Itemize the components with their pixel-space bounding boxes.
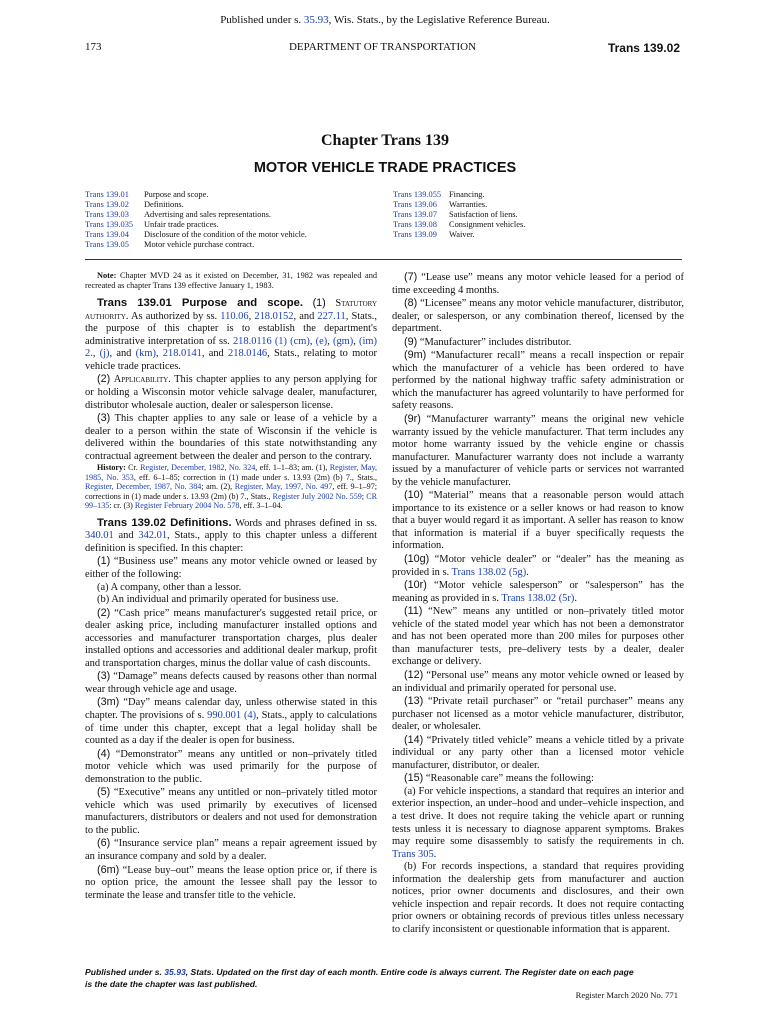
definition-4: (4) “Demonstrator” means any untitled or non–privately titled motor vehicle which was used primarily for the purpose of demonstration to the public.: [85, 747, 377, 785]
register-link[interactable]: Register, December, 1987, No. 384: [85, 482, 202, 492]
rule-link[interactable]: Trans 138.02 (5g): [451, 566, 527, 578]
toc-link[interactable]: Trans 139.02: [85, 200, 129, 210]
toc-left: [85, 190, 307, 251]
toc-entry: [393, 230, 525, 240]
section-139-02: Trans 139.02 Definitions. Words and phrases defined in ss. 340.01 and 342.01, Stats., apply to this chapter unless a different definition is specified. In this chapter:: [85, 516, 377, 554]
statute-link[interactable]: (km): [135, 348, 156, 360]
left-column: [85, 271, 377, 902]
toc-title: Disclosure of the condition of the motor vehicle.: [144, 230, 307, 240]
statute-link[interactable]: 218.0116 (1) (cm): [232, 335, 310, 347]
department-name: DEPARTMENT OF TRANSPORTATION: [288, 41, 477, 53]
right-column: [392, 271, 684, 936]
register-link[interactable]: Register, May, 1997, No. 497: [234, 482, 333, 492]
subsection-applicability: (2) Applicability. This chapter applies to any person applying for or holding a Wisconsin motor vehicle salvage dealer, manufacturer, distributor wholesale auction, dealer or salesperson license.: [85, 373, 378, 411]
definition-1b: (b) An individual and primarily operated for business use.: [97, 594, 339, 606]
definition-7: (7) “Lease use” means any motor vehicle leased for a period of time exceeding 4 months.: [392, 271, 684, 296]
toc-entry: [393, 220, 525, 230]
register-link[interactable]: CR 99–135: [85, 491, 377, 511]
definition-8: (8) “Licensee” means any motor vehicle manufacturer, distributor, dealer, or salesperson, or any combination thereof, licensed by the department.: [392, 297, 684, 335]
section-reference: Trans 139.02: [607, 41, 680, 55]
toc-title: Definitions.: [144, 200, 184, 210]
toc-title: Unfair trade practices.: [144, 220, 219, 230]
toc-link[interactable]: Trans 139.09: [393, 230, 437, 240]
register-link[interactable]: Register, May, 1985, No. 353: [85, 463, 378, 482]
chapter-subtitle: MOTOR VEHICLE TRADE PRACTICES: [253, 160, 517, 176]
statute-link-35-93[interactable]: 35.93: [164, 967, 186, 977]
definition-13: (13) “Private retail purchaser” or “retail purchaser” means any purchaser not licensed as a motor vehicle manufacturer, distributor, dealer, or wholesaler.: [392, 695, 684, 733]
statute-link[interactable]: 227.11: [317, 310, 346, 322]
section-heading: Trans 139.01 Purpose and scope.: [97, 297, 304, 310]
section-divider: [85, 259, 682, 260]
toc-link[interactable]: Trans 139.08: [393, 220, 437, 230]
toc-entry: [393, 210, 525, 220]
chapter-link[interactable]: Trans 305: [392, 848, 434, 860]
toc-title: Advertising and sales representations.: [144, 210, 271, 220]
publication-notice: [0, 14, 770, 26]
definition-10g: (10g) “Motor vehicle dealer” or “dealer” has the meaning as provided in s. Trans 138.02 (5g).: [392, 553, 684, 578]
definition-1: (1) “Business use” means any motor vehicle owned or leased by either of the following:: [85, 555, 377, 580]
toc-entry: [85, 240, 307, 250]
definition-15: (15) “Reasonable care” means the following:: [404, 772, 594, 785]
statute-link[interactable]: 218.0146: [228, 348, 268, 360]
publication-notice-text-end: , Wis. Stats., by the Legislative Reference Bureau.: [328, 14, 550, 26]
toc-link[interactable]: Trans 139.035: [85, 220, 134, 230]
statute-link[interactable]: 110.06: [220, 310, 249, 322]
toc-entry: [85, 220, 307, 230]
toc-entry: [85, 230, 307, 240]
toc-title: Motor vehicle purchase contract.: [144, 240, 255, 250]
history-note: History: Cr. Register, December, 1982, No. 324, eff. 1–1–83; am. (1), Register, May, 1985, No. 353, eff. 6–1–85; correction in (1) made under s. 13.93 (2m) (b) 7., Stats., Register, December, 1987, No. 384; am. (2), Register, May, 1997, No. 497, eff. 9–1–97; corrections in (1) made under s. 13.93 (2m) (b) 7., Stats., Register July 2002 No. 559; CR 99–135: cr. (3) Register February 2004 No. 578, eff. 3–1–04.: [85, 463, 378, 511]
toc-link[interactable]: Trans 139.04: [85, 230, 129, 240]
statute-link[interactable]: 218.0152: [254, 310, 294, 322]
section-heading: Trans 139.02 Definitions.: [97, 516, 232, 529]
definition-3m: (3m) “Day” means calendar day, unless otherwise stated in this chapter. The provisions of s. 990.001 (4), Stats., apply to calculations of time under this chapter, except that a legal holiday shall be counted as a day if the dealer is open for business.: [85, 696, 377, 747]
statute-link[interactable]: 218.0141: [162, 348, 202, 360]
toc-link[interactable]: Trans 139.06: [393, 200, 437, 210]
toc-link[interactable]: Trans 139.03: [85, 210, 129, 220]
page-number: 173: [85, 41, 102, 53]
chapter-title: Chapter Trans 139: [320, 132, 449, 149]
toc-entry: [393, 190, 525, 200]
publication-notice-text: Published under s.: [220, 14, 304, 26]
toc-entry: [85, 190, 307, 200]
statute-link-35-93[interactable]: 35.93: [303, 14, 329, 26]
definition-9r: (9r) “Manufacturer warranty” means the original new vehicle warranty issued by the vehicle manufacturer. That term includes any motor home warranty issued by the vehicle engine or chassis manufacturer. Manufacturer warranty does not include a warranty issued by a manufacturer of vehicle parts or services not warranted by the vehicle manufacturer.: [392, 413, 684, 488]
definition-11: (11) “New” means any untitled or non–privately titled motor vehicle of the stated model year which has not been a demonstrator and has not been operated more than 200 miles for purposes other than manufacturer tests, pre–delivery tests by a dealer, dealer exchange or delivery.: [392, 605, 684, 668]
statute-link[interactable]: (e): [315, 335, 328, 347]
toc-entry: [393, 200, 525, 210]
register-link[interactable]: Register July 2002 No. 559: [272, 491, 362, 501]
definition-15a: (a) For vehicle inspections, a standard that requires an interior and exterior inspection, an under–hood and under–vehicle inspection, and a test drive. It does not require taking the vehicle apart or running tests unless it is necessary to diagnose apparent symptoms. Brakes may require some disassembly to satisfy the requirements in ch. Trans 305.: [392, 785, 684, 860]
toc-right: [393, 190, 525, 240]
toc-link[interactable]: Trans 139.05: [85, 240, 129, 250]
rule-link[interactable]: Trans 138.02 (5r): [501, 592, 575, 604]
editor-note: Note: Chapter MVD 24 as it existed on December, 31, 1982 was repealed and recreated as chapter Trans 139 effective January 1, 1983.: [85, 271, 377, 291]
definition-5: (5) “Executive” means any untitled or non–privately titled motor vehicle which was used primarily by executives of licensed manufacturers, distributors or dealers and not used for demonstration to the public.: [85, 786, 377, 836]
register-link[interactable]: Register February 2004 No. 578: [134, 501, 240, 511]
toc-title: Purpose and scope.: [144, 190, 209, 199]
toc-title: Warranties.: [449, 200, 488, 210]
definition-10r: (10r) “Motor vehicle salesperson” or “salesperson” has the meaning as provided in s. Trans 138.02 (5r).: [392, 579, 684, 604]
statute-link[interactable]: (gm): [332, 335, 354, 347]
subsection-3: (3) This chapter applies to any sale or lease of a vehicle by a dealer to a person within the state of Wisconsin if the vehicle is delivered within the boundaries of this state notwithstanding any contractual agreement between the dealer and person to the contrary.: [85, 412, 377, 462]
definition-3: (3) “Damage” means defects caused by reasons other than normal wear through vehicle age and usage.: [85, 670, 377, 695]
definition-15b: (b) For records inspections, a standard that requires providing information the dealership gets from manufacturer and auction notices, prior owner documents and disclosures, and their own vehicle inspection and repair records. It does not require contacting prior owners or obtaining records of previous titles unless necessary to clarify inconsistent or questionable information that is apparent.: [392, 861, 684, 935]
toc-title: Satisfaction of liens.: [449, 210, 518, 220]
toc-entry: [85, 210, 307, 220]
register-date: Register March 2020 No. 771: [575, 990, 678, 1000]
definition-6: (6) “Insurance service plan” means a repair agreement issued by an insurance company and sold by a dealer.: [85, 837, 377, 863]
statute-link[interactable]: 990.001 (4): [207, 710, 257, 721]
toc-link[interactable]: Trans 139.01: [85, 190, 129, 199]
definition-2: (2) “Cash price” means manufacturer's suggested retail price, or dealer asking price, including manufacturer installed options and accessories and manufacturer transportation charges, plus dealer installed options and accessories and additional dealer markup, profit and transportation charges, minus the dollar value of cash discounts.: [85, 606, 377, 669]
statute-link[interactable]: 342.01: [138, 530, 168, 542]
register-link[interactable]: Register, December, 1982, No. 324: [140, 463, 256, 473]
section-139-01: Trans 139.01 Purpose and scope. (1) Statutory authority. As authorized by ss. 110.06, 218.0152, and 227.11, Stats., the purpose of this chapter is to establish the department's administrative interpretation of ss. 218.0116 (1) (cm), (e), (gm), (im) 2., (j), and (km), 218.0141, and 218.0146, Stats., relating to motor vehicle trade practices.: [85, 297, 378, 372]
definition-6m: (6m) “Lease buy–out” means the lease option price or, if there is no option price, the amount the lessee shall pay the lessor to terminate the lease and transfer title to the vehicle.: [85, 863, 377, 901]
toc-title: Waiver.: [449, 230, 475, 240]
statute-link[interactable]: 340.01: [85, 530, 114, 542]
definition-1a: (a) A company, other than a lessor.: [97, 581, 242, 593]
definition-12: (12) “Personal use” means any motor vehicle owned or leased by an individual and primarily operated for personal use.: [392, 668, 684, 694]
toc-title: Financing.: [449, 190, 485, 199]
footer-notice: Published under s. 35.93, Stats. Updated on the first day of each month. Entire code is always current. The Register date on each page is the date the chapter was last published.: [85, 967, 634, 989]
definition-9: (9) “Manufacturer” includes distributor.: [404, 335, 572, 348]
toc-link[interactable]: Trans 139.055: [393, 190, 442, 199]
definition-10: (10) “Material” means that a reasonable person would attach importance to its existence or a seller knows or had reason to know that a buyer would regard it as important. A seller has reason to know that information is material if a buyer specifically requests the information.: [392, 489, 684, 552]
statute-link[interactable]: (im) 2.: [85, 335, 378, 360]
definition-9m: (9m) “Manufacturer recall” means a recall inspection or repair which the manufacturer of a vehicle has been ordered to have performed by the national highway traffic safety administration or which the manufacturer has agreed voluntarily to have performed for safety reasons.: [392, 349, 684, 412]
statute-link[interactable]: (j): [99, 348, 110, 360]
toc-entry: [85, 200, 307, 210]
toc-title: Consignment vehicles.: [449, 220, 526, 230]
toc-link[interactable]: Trans 139.07: [393, 210, 437, 220]
definition-14: (14) “Privately titled vehicle” means a vehicle titled by a private individual or any party other than a licensed motor vehicle manufacturer, distributor, or dealer.: [392, 733, 684, 771]
